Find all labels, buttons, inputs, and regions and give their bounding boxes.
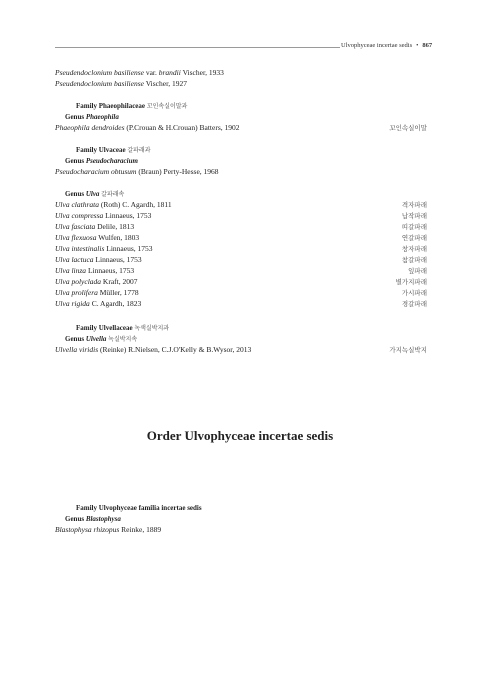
- korean-common-name: 참갈파래: [401, 256, 427, 264]
- korean-common-name: 잎파래: [408, 267, 427, 275]
- species-entry: [55, 266, 134, 276]
- header-separator: •: [416, 42, 419, 49]
- family-name: Phaeophilaceae: [98, 102, 146, 110]
- rank-label: Family: [76, 324, 97, 332]
- korean-name: 갈파래속: [101, 191, 125, 198]
- species-entry: [55, 345, 251, 355]
- species-entry: [55, 288, 139, 298]
- rank-label: Genus: [65, 113, 85, 121]
- korean-common-name: 별가지파래: [395, 278, 427, 286]
- author-citation: Linnaeus, 1753: [95, 255, 142, 264]
- korean-common-name: 띠갈파래: [401, 223, 427, 231]
- species-entry: [55, 68, 224, 78]
- genus-name: Ulva: [55, 299, 70, 308]
- korean-name: 녹색실박지과: [134, 325, 170, 332]
- rank-label: Genus: [65, 190, 85, 198]
- korean-common-name: 가지녹실박지: [389, 346, 427, 354]
- genus-name: Ulva: [55, 233, 70, 242]
- species-entry: [55, 167, 219, 177]
- rank-label: Family: [76, 102, 97, 110]
- rank-label: Family: [76, 146, 97, 154]
- genus-name: Ulva: [55, 244, 70, 253]
- korean-common-name: 납작파래: [401, 212, 427, 220]
- species-epithet: compressa: [71, 211, 104, 220]
- author-citation: Wulfen, 1803: [98, 233, 140, 242]
- korean-common-name: 창자파래: [401, 245, 427, 253]
- running-header: [341, 42, 432, 49]
- genus-name: Blastophysa: [55, 525, 92, 534]
- author-citation: Vischer, 1927: [145, 79, 188, 88]
- korean-common-name: 경갈파래: [401, 300, 427, 308]
- author-citation: Kraft, 2007: [102, 277, 138, 286]
- author-citation: (Roth) C. Agardh, 1811: [100, 200, 172, 209]
- author-citation: Linnaeus, 1753: [106, 244, 153, 253]
- genus-heading-name: Phaeophila: [85, 113, 119, 121]
- species-epithet: prolifera: [71, 288, 98, 297]
- species-epithet: fasciata: [71, 222, 96, 231]
- genus-heading: [65, 156, 138, 166]
- rank-label: Family: [76, 504, 97, 512]
- korean-name: 꼬인속실이말과: [146, 103, 188, 110]
- genus-name: Ulva: [55, 211, 70, 220]
- author-citation: (Reinke) R.Nielsen, C.J.O'Kelly & B.Wysor, 2013: [100, 345, 252, 354]
- genus-heading: [65, 514, 121, 524]
- rank-label: Genus: [65, 335, 85, 343]
- family-heading: [76, 101, 187, 112]
- genus-name: Ulva: [55, 200, 70, 209]
- genus-heading-name: Pseudocharacium: [85, 157, 138, 165]
- korean-common-name: 꼬인속실이말: [389, 124, 427, 132]
- family-heading: [76, 503, 202, 513]
- family-name: Ulvophyceae familia incertae sedis: [98, 504, 202, 512]
- species-entry: [55, 211, 151, 221]
- species-epithet: rhizopus: [93, 525, 120, 534]
- species-entry: [55, 222, 134, 232]
- genus-name: Pseudendoclonium: [55, 79, 113, 88]
- family-name: Ulvellaceae: [98, 324, 133, 332]
- author-citation: Linnaeus, 1753: [105, 211, 152, 220]
- genus-heading: [65, 112, 119, 122]
- infra-name: brandii: [158, 68, 181, 77]
- author-citation: Reinke, 1889: [121, 525, 162, 534]
- species-epithet: rigida: [71, 299, 90, 308]
- species-epithet: basiliense: [113, 68, 144, 77]
- infra-rank: var.: [145, 68, 157, 77]
- rank-label: Genus: [65, 515, 85, 523]
- species-epithet: obtusum: [111, 167, 137, 176]
- korean-common-name: 가시파래: [401, 289, 427, 297]
- genus-name: Ulva: [55, 255, 70, 264]
- species-epithet: intestinalis: [71, 244, 105, 253]
- species-entry: [55, 79, 187, 89]
- header-rule: [55, 47, 340, 48]
- genus-name: Pseudocharacium: [55, 167, 110, 176]
- genus-name: Ulva: [55, 277, 70, 286]
- author-citation: Delile, 1813: [97, 222, 135, 231]
- korean-common-name: 연갈파래: [401, 234, 427, 242]
- species-entry: [55, 244, 153, 254]
- species-epithet: linza: [71, 266, 87, 275]
- running-title: Ulvophyceae incertae sedis: [341, 42, 413, 49]
- species-entry: [55, 255, 142, 265]
- order-title: Order Ulvophyceae incertae sedis: [146, 428, 334, 443]
- page-number: 867: [422, 42, 433, 49]
- genus-name: Ulva: [55, 288, 70, 297]
- genus-heading-name: Ulva: [85, 190, 100, 198]
- author-citation: Vischer, 1933: [182, 68, 224, 77]
- species-entry: [55, 200, 172, 210]
- author-citation: (P.Crouan & H.Crouan) Batters, 1902: [126, 123, 240, 132]
- author-citation: (Braun) Perty-Hesse, 1968: [138, 167, 219, 176]
- genus-heading: [65, 334, 137, 345]
- species-entry: [55, 299, 141, 309]
- species-epithet: basiliense: [113, 79, 144, 88]
- species-epithet: polyclada: [71, 277, 102, 286]
- species-entry: [55, 277, 138, 287]
- species-entry: [55, 525, 161, 535]
- genus-heading: [65, 189, 124, 200]
- author-citation: Müller, 1778: [99, 288, 139, 297]
- species-epithet: dendroides: [91, 123, 125, 132]
- korean-name: 녹실박지속: [108, 336, 138, 343]
- genus-heading-name: Ulvella: [85, 335, 107, 343]
- family-heading: [76, 323, 169, 334]
- species-epithet: viridis: [78, 345, 99, 354]
- author-citation: C. Agardh, 1823: [91, 299, 142, 308]
- family-heading: [76, 145, 151, 156]
- genus-name: Pseudendoclonium: [55, 68, 113, 77]
- genus-name: Phaeophila: [55, 123, 90, 132]
- species-entry: [55, 233, 139, 243]
- genus-heading-name: Blastophysa: [85, 515, 121, 523]
- species-entry: [55, 123, 240, 133]
- family-name: Ulvaceae: [98, 146, 126, 154]
- korean-common-name: 격자파래: [401, 201, 427, 209]
- species-epithet: flexuosa: [71, 233, 97, 242]
- korean-name: 갈파래과: [127, 147, 151, 154]
- species-epithet: clathrata: [71, 200, 99, 209]
- rank-label: Genus: [65, 157, 85, 165]
- species-epithet: lactuca: [71, 255, 94, 264]
- genus-name: Ulva: [55, 266, 70, 275]
- genus-name: Ulvella: [55, 345, 78, 354]
- genus-name: Ulva: [55, 222, 70, 231]
- author-citation: Linnaeus, 1753: [87, 266, 135, 275]
